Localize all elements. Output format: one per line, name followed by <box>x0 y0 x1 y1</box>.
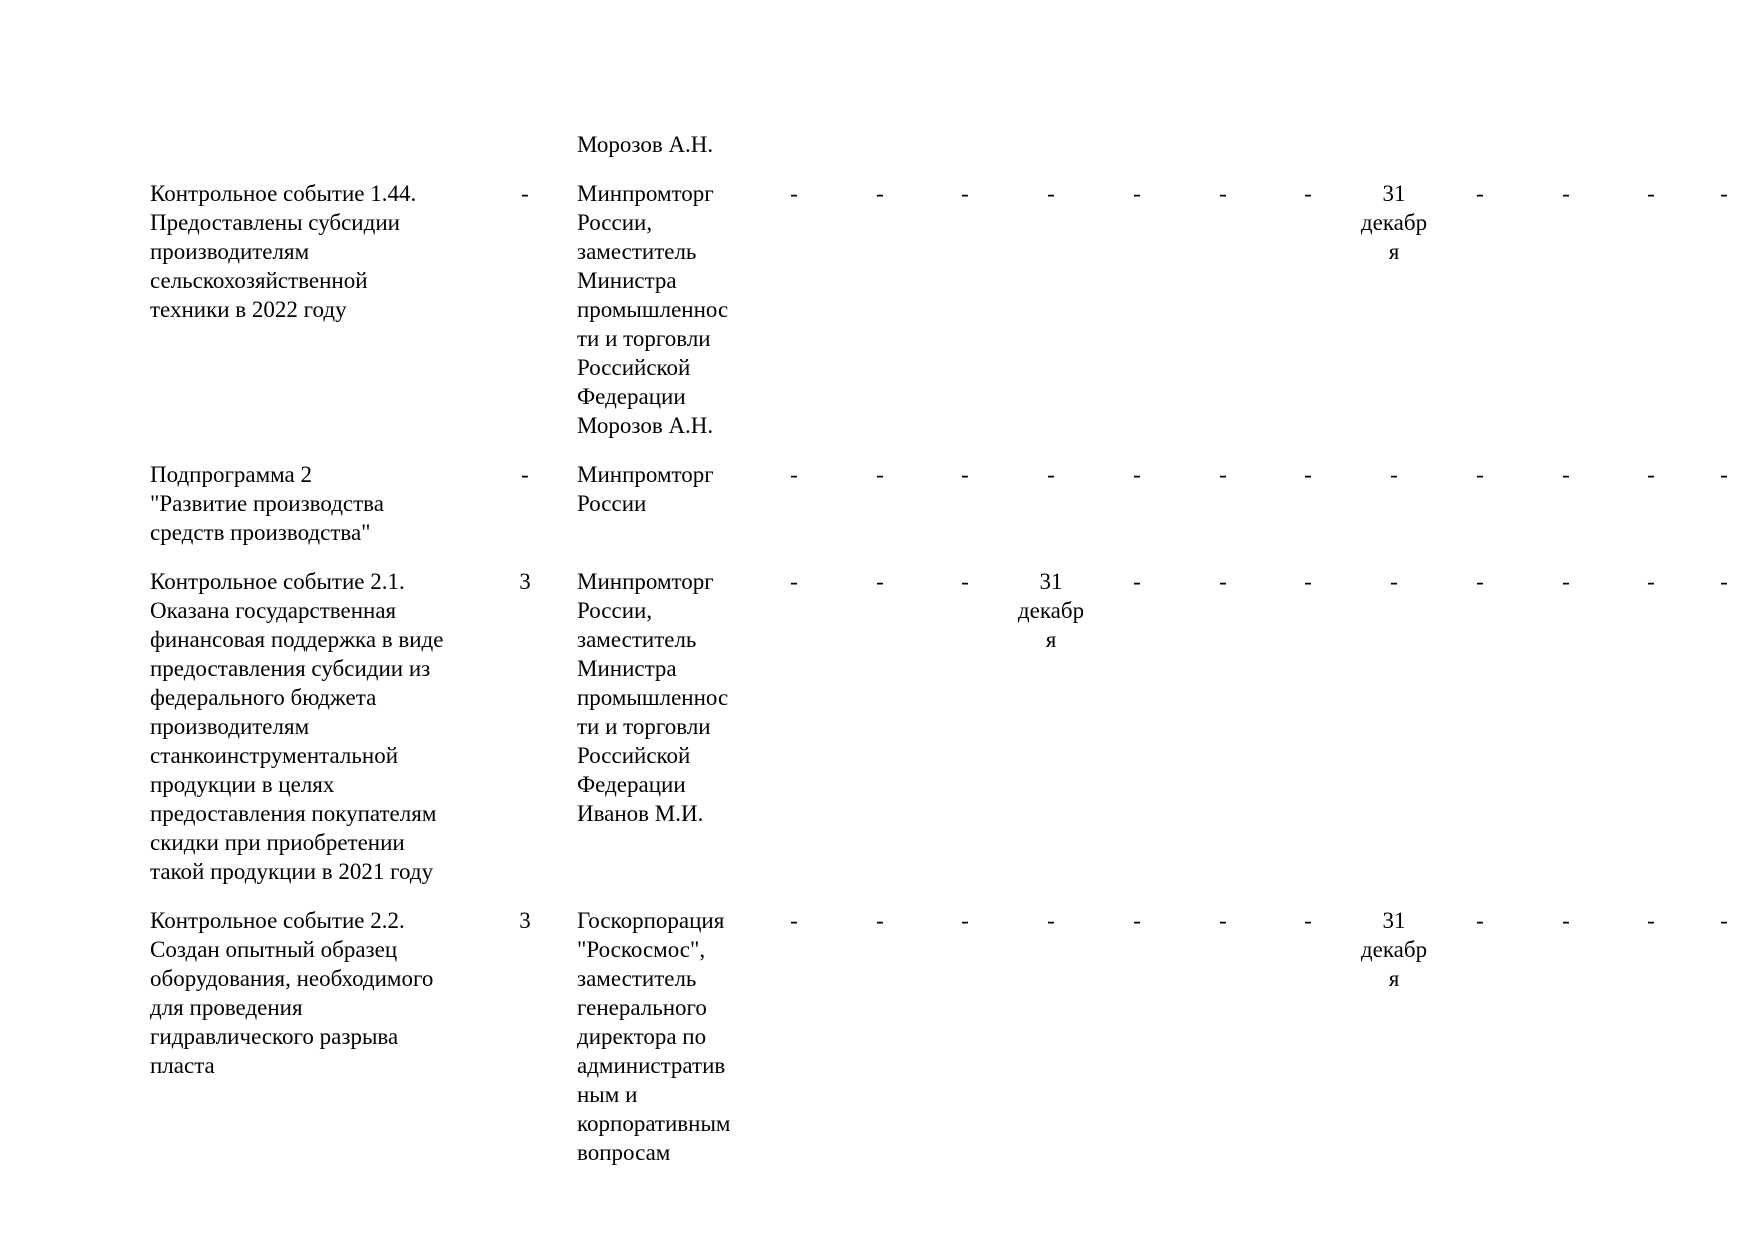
schedule-cell: - <box>1219 908 1227 933</box>
schedule-cell: - <box>876 462 884 487</box>
schedule-cell: 31 декабр я <box>1360 181 1428 264</box>
responsible-executor: Минпромторг России, заместитель Министра промышленнос ти и торговли Российской Федерации Морозов А.Н. <box>577 181 729 438</box>
schedule-cell: - <box>1304 569 1312 594</box>
responsible-continuation: Морозов А.Н. <box>577 132 714 157</box>
responsible-executor: Минпромторг России <box>577 462 714 516</box>
schedule-cell: - <box>876 569 884 594</box>
event-description: Контрольное событие 2.1. Оказана государственная финансовая поддержка в виде предоставления субсидии из федерального бюджета производителям станкоинструментальной продукции в целях предоставления покупателям скидки при приобретении такой продукции в 2021 году <box>150 569 444 884</box>
event-code: 3 <box>519 908 531 933</box>
schedule-cell: - <box>1133 462 1141 487</box>
schedule-cell: - <box>1219 569 1227 594</box>
schedule-cell: - <box>1476 908 1484 933</box>
schedule-cell: - <box>790 908 798 933</box>
schedule-cell: - <box>1047 462 1055 487</box>
responsible-executor: Госкорпорация "Роскосмос", заместитель генерального директора по административ ным и корпоративным вопросам <box>577 908 731 1165</box>
responsible-executor: Минпромторг России, заместитель Министра промышленнос ти и торговли Российской Федерации Иванов М.И. <box>577 569 729 826</box>
schedule-cell: - <box>1133 569 1141 594</box>
schedule-cell: - <box>1390 462 1398 487</box>
schedule-cell: - <box>1047 908 1055 933</box>
schedule-cell: - <box>961 181 969 206</box>
schedule-cell: - <box>1133 181 1141 206</box>
schedule-cell: - <box>1047 181 1055 206</box>
schedule-cell: - <box>961 462 969 487</box>
schedule-cell: - <box>1304 181 1312 206</box>
event-code: 3 <box>519 569 531 594</box>
schedule-cell: 31 декабр я <box>1360 908 1428 991</box>
schedule-cell: - <box>1219 462 1227 487</box>
schedule-cell: - <box>1562 908 1570 933</box>
schedule-cell: - <box>1562 462 1570 487</box>
schedule-cell: - <box>1647 908 1655 933</box>
schedule-cell: - <box>876 181 884 206</box>
event-description: Контрольное событие 2.2. Создан опытный образец оборудования, необходимого для проведения гидравлического разрыва пласта <box>150 908 434 1078</box>
event-code: - <box>521 462 529 487</box>
schedule-cell: - <box>961 569 969 594</box>
schedule-cell: 31 декабр я <box>1017 569 1085 652</box>
schedule-cell: - <box>1562 569 1570 594</box>
schedule-cell: - <box>1647 462 1655 487</box>
schedule-cell: - <box>1720 908 1728 933</box>
schedule-cell: - <box>790 569 798 594</box>
schedule-cell: - <box>1219 181 1227 206</box>
schedule-cell: - <box>876 908 884 933</box>
schedule-cell: - <box>1476 569 1484 594</box>
schedule-cell: - <box>1720 181 1728 206</box>
schedule-cell: - <box>1476 181 1484 206</box>
schedule-cell: - <box>1304 908 1312 933</box>
schedule-cell: - <box>1562 181 1570 206</box>
schedule-cell: - <box>961 908 969 933</box>
schedule-cell: - <box>1720 462 1728 487</box>
event-description: Контрольное событие 1.44. Предоставлены субсидии производителям сельскохозяйственной техники в 2022 году <box>150 181 417 322</box>
schedule-cell: - <box>1133 908 1141 933</box>
schedule-cell: - <box>790 181 798 206</box>
schedule-cell: - <box>1476 462 1484 487</box>
event-code: - <box>521 181 529 206</box>
event-description: Подпрограмма 2 "Развитие производства средств производства" <box>150 462 384 545</box>
schedule-cell: - <box>790 462 798 487</box>
schedule-cell: - <box>1390 569 1398 594</box>
schedule-cell: - <box>1304 462 1312 487</box>
schedule-cell: - <box>1647 569 1655 594</box>
schedule-cell: - <box>1720 569 1728 594</box>
schedule-cell: - <box>1647 181 1655 206</box>
